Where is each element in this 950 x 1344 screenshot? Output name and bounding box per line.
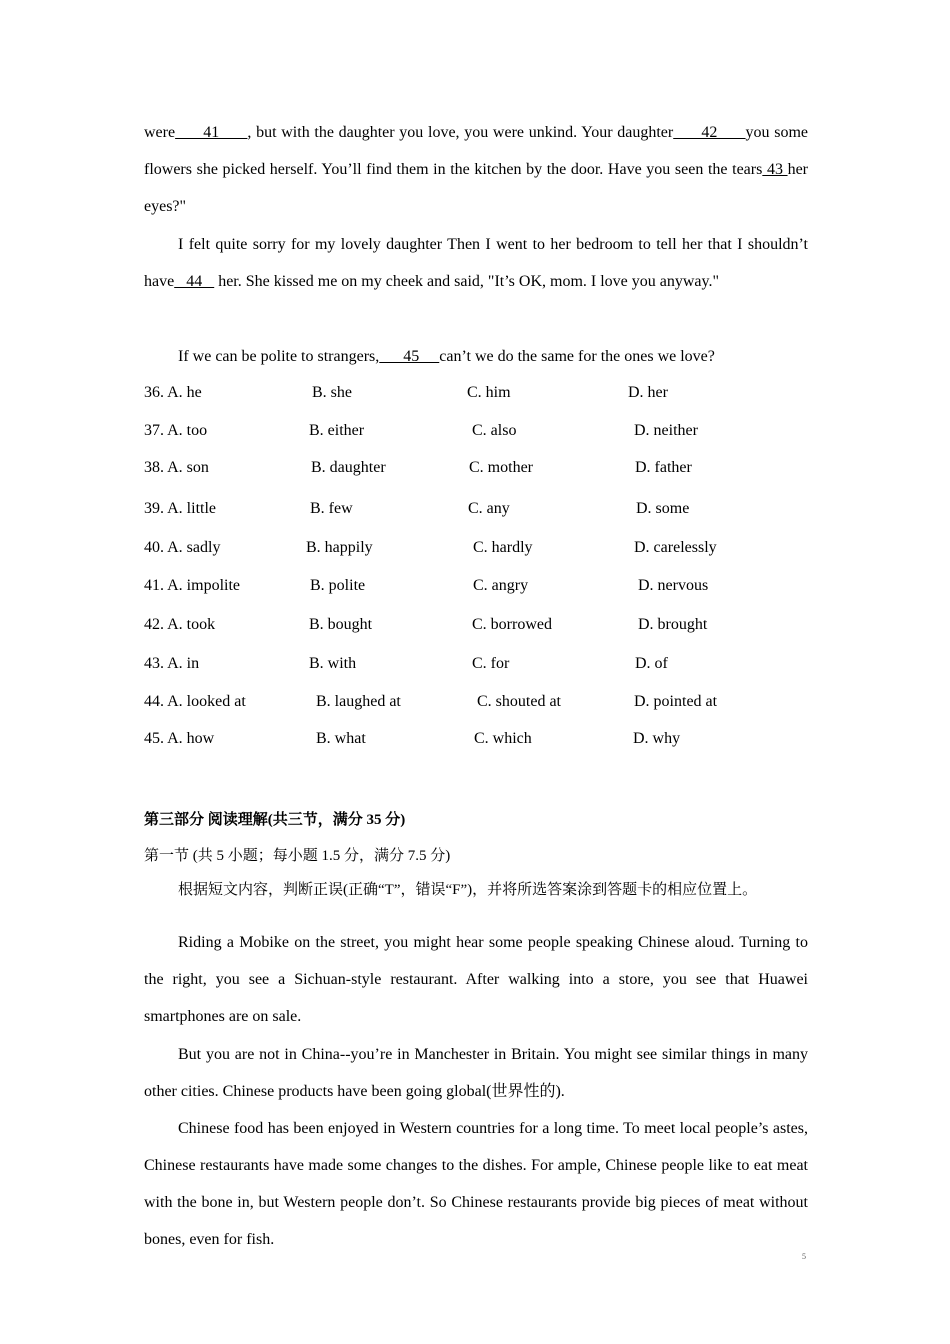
option-d: D. why <box>633 730 681 747</box>
option-row-37 <box>144 422 808 442</box>
option-c: C. which <box>474 730 532 747</box>
option-b: B. either <box>309 422 365 439</box>
option-c: C. him <box>467 384 511 401</box>
option-b: B. she <box>312 384 352 401</box>
blank-41: 41 <box>175 124 248 141</box>
option-d: D. pointed at <box>634 693 718 710</box>
blank-43: 43 <box>762 161 788 178</box>
option-row-41 <box>144 577 808 597</box>
cloze-text: can’t we do the same for the ones we love? <box>439 348 715 365</box>
option-a: 41. A. impolite <box>144 577 240 594</box>
option-c: C. any <box>468 500 510 517</box>
option-a: 40. A. sadly <box>144 539 221 556</box>
option-a: 39. A. little <box>144 500 216 517</box>
option-d: D. her <box>628 384 668 401</box>
reading-paragraph-2: But you are not in China--you’re in Manchester in Britain. You might see similar things in many other cities. Chinese products have been going global(世界性的). <box>144 1046 808 1100</box>
option-a: 36. A. he <box>144 384 202 401</box>
option-a: 45. A. how <box>144 730 215 747</box>
option-a: 37. A. too <box>144 422 208 439</box>
reading-paragraph-3: Chinese food has been enjoyed in Western countries for a long time. To meet local people’s astes, Chinese restaurants have made some changes to the dishes. For ample, Chinese people like to eat meat with the bone in, but Western people don’t. So Chinese restaurants provide big pieces of meat without bones, even for fish. <box>144 1120 808 1248</box>
option-b: B. bought <box>309 616 373 633</box>
cloze-paragraph-3 <box>144 338 808 375</box>
option-b: B. what <box>316 730 366 747</box>
section-heading: 第三部分 阅读理解(共三节，满分 35 分) <box>144 812 406 828</box>
option-a: 44. A. looked at <box>144 693 246 710</box>
section-instruction: 根据短文内容，判断正误(正确“T”，错误“F”)，并将所选答案涂到答题卡的相应位置上。 <box>178 882 758 898</box>
option-b: B. daughter <box>311 459 386 476</box>
cloze-text: I felt quite sorry for my lovely daughter Then I went to her bedroom to tell her that I shouldn’t have <box>144 236 808 290</box>
option-row-42 <box>144 616 808 636</box>
option-c: C. hardly <box>473 539 533 556</box>
blank-45: 45 <box>379 348 440 365</box>
option-c: C. also <box>472 422 517 439</box>
option-b: B. happily <box>306 539 373 556</box>
option-d: D. of <box>635 655 668 672</box>
reading-paragraph-1: Riding a Mobike on the street, you might hear some people speaking Chinese aloud. Turning to the right, you see a Sichuan-style restaurant. After walking into a store, you see that Huawei smartphones are on sale. <box>144 934 808 1025</box>
cloze-paragraph-1 <box>144 114 808 225</box>
option-row-40 <box>144 539 808 559</box>
option-d: D. carelessly <box>634 539 717 556</box>
option-row-38 <box>144 459 808 479</box>
option-c: C. for <box>472 655 510 672</box>
blank-42: 42 <box>673 124 746 141</box>
cloze-text: her eyes?" <box>144 161 808 215</box>
option-b: B. with <box>309 655 357 672</box>
option-d: D. some <box>636 500 690 517</box>
option-a: 42. A. took <box>144 616 216 633</box>
page-number: 5 <box>802 1252 806 1261</box>
option-b: B. few <box>310 500 353 517</box>
option-row-45 <box>144 730 808 750</box>
cloze-text: you some flowers she picked herself. You’ll find them in the kitchen by the door. Have you seen the tears <box>144 124 809 178</box>
option-row-43 <box>144 655 808 675</box>
option-row-44 <box>144 693 808 713</box>
option-c: C. borrowed <box>472 616 552 633</box>
cloze-text: were <box>144 124 176 141</box>
option-c: C. mother <box>469 459 533 476</box>
option-d: D. father <box>635 459 692 476</box>
cloze-text: , but with the daughter you love, you were unkind. Your daughter <box>247 124 674 141</box>
option-row-39 <box>144 500 808 520</box>
option-d: D. brought <box>638 616 708 633</box>
option-a: 38. A. son <box>144 459 209 476</box>
option-c: C. shouted at <box>477 693 561 710</box>
option-b: B. polite <box>310 577 366 594</box>
section-subheading: 第一节 (共 5 小题；每小题 1.5 分，满分 7.5 分) <box>144 848 451 864</box>
cloze-text: If we can be polite to strangers, <box>178 348 380 365</box>
option-c: C. angry <box>473 577 529 594</box>
option-d: D. nervous <box>638 577 709 594</box>
option-b: B. laughed at <box>316 693 401 710</box>
option-a: 43. A. in <box>144 655 200 672</box>
cloze-text: her. She kissed me on my cheek and said, "It’s OK, mom. I love you anyway." <box>214 273 720 290</box>
option-d: D. neither <box>634 422 698 439</box>
blank-44: 44 <box>174 273 215 290</box>
option-row-36 <box>144 384 808 404</box>
cloze-paragraph-2 <box>144 226 808 300</box>
